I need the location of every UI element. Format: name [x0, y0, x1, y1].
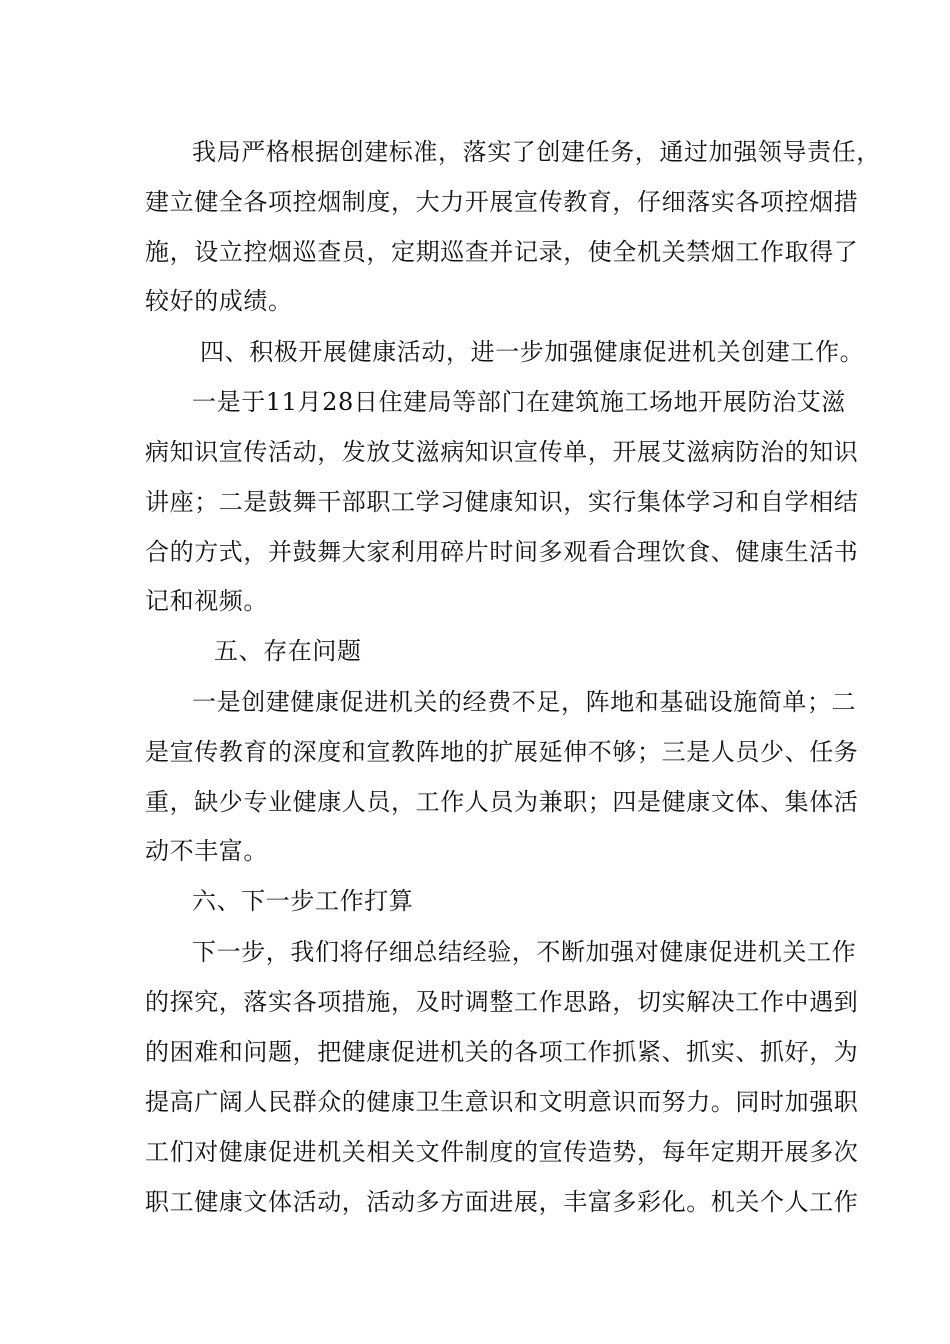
paragraph-line: 工们对健康促进机关相关文件制度的宣传造势，每年定期开展多次 — [145, 1138, 859, 1166]
paragraph-line: 重，缺少专业健康人员，工作人员为兼职；四是健康文体、集体活 — [145, 788, 859, 816]
paragraph-line: 下一步，我们将仔细总结经验，不断加强对健康促进机关工作 — [192, 938, 857, 966]
paragraph-line: 动不丰富。 — [145, 837, 268, 865]
paragraph-line: 较好的成绩。 — [145, 287, 293, 315]
paragraph-line: 一是创建健康促进机关的经费不足，阵地和基础设施简单；二 — [192, 688, 857, 716]
paragraph-line: 职工健康文体活动，活动多方面进展，丰富多彩化。机关个人工作 — [145, 1188, 859, 1216]
paragraph-line: 讲座；二是鼓舞干部职工学习健康知识，实行集体学习和自学相结 — [145, 488, 859, 516]
paragraph-line: 合的方式，并鼓舞大家利用碎片时间多观看合理饮食、健康生活书 — [145, 538, 859, 566]
paragraph-line: 是宣传教育的深度和宣教阵地的扩展延伸不够；三是人员少、任务 — [145, 738, 859, 766]
paragraph-line: 提高广阔人民群众的健康卫生意识和文明意识而努力。同时加强职 — [145, 1088, 859, 1116]
section-heading: 五、存在问题 — [214, 637, 362, 665]
paragraph-line: 的困难和问题，把健康促进机关的各项工作抓紧、抓实、抓好，为 — [145, 1038, 859, 1066]
paragraph-line: 一是于11月28日住建局等部门在建筑施工场地开展防治艾滋 — [192, 388, 846, 416]
section-heading: 六、下一步工作打算 — [192, 887, 414, 915]
paragraph-line: 施，设立控烟巡查员，定期巡查并记录，使全机关禁烟工作取得了 — [145, 238, 859, 266]
section-heading: 四、积极开展健康活动，进一步加强健康促进机关创建工作。 — [200, 338, 865, 366]
paragraph-line: 病知识宣传活动，发放艾滋病知识宣传单，开展艾滋病防治的知识 — [145, 438, 859, 466]
paragraph-line: 记和视频。 — [145, 587, 268, 615]
paragraph-line: 建立健全各项控烟制度，大力开展宣传教育，仔细落实各项控烟措 — [145, 188, 859, 216]
paragraph-line: 的探究，落实各项措施，及时调整工作思路，切实解决工作中遇到 — [145, 988, 859, 1016]
paragraph-line: 我局严格根据创建标准，落实了创建任务，通过加强领导责任， — [192, 138, 881, 166]
